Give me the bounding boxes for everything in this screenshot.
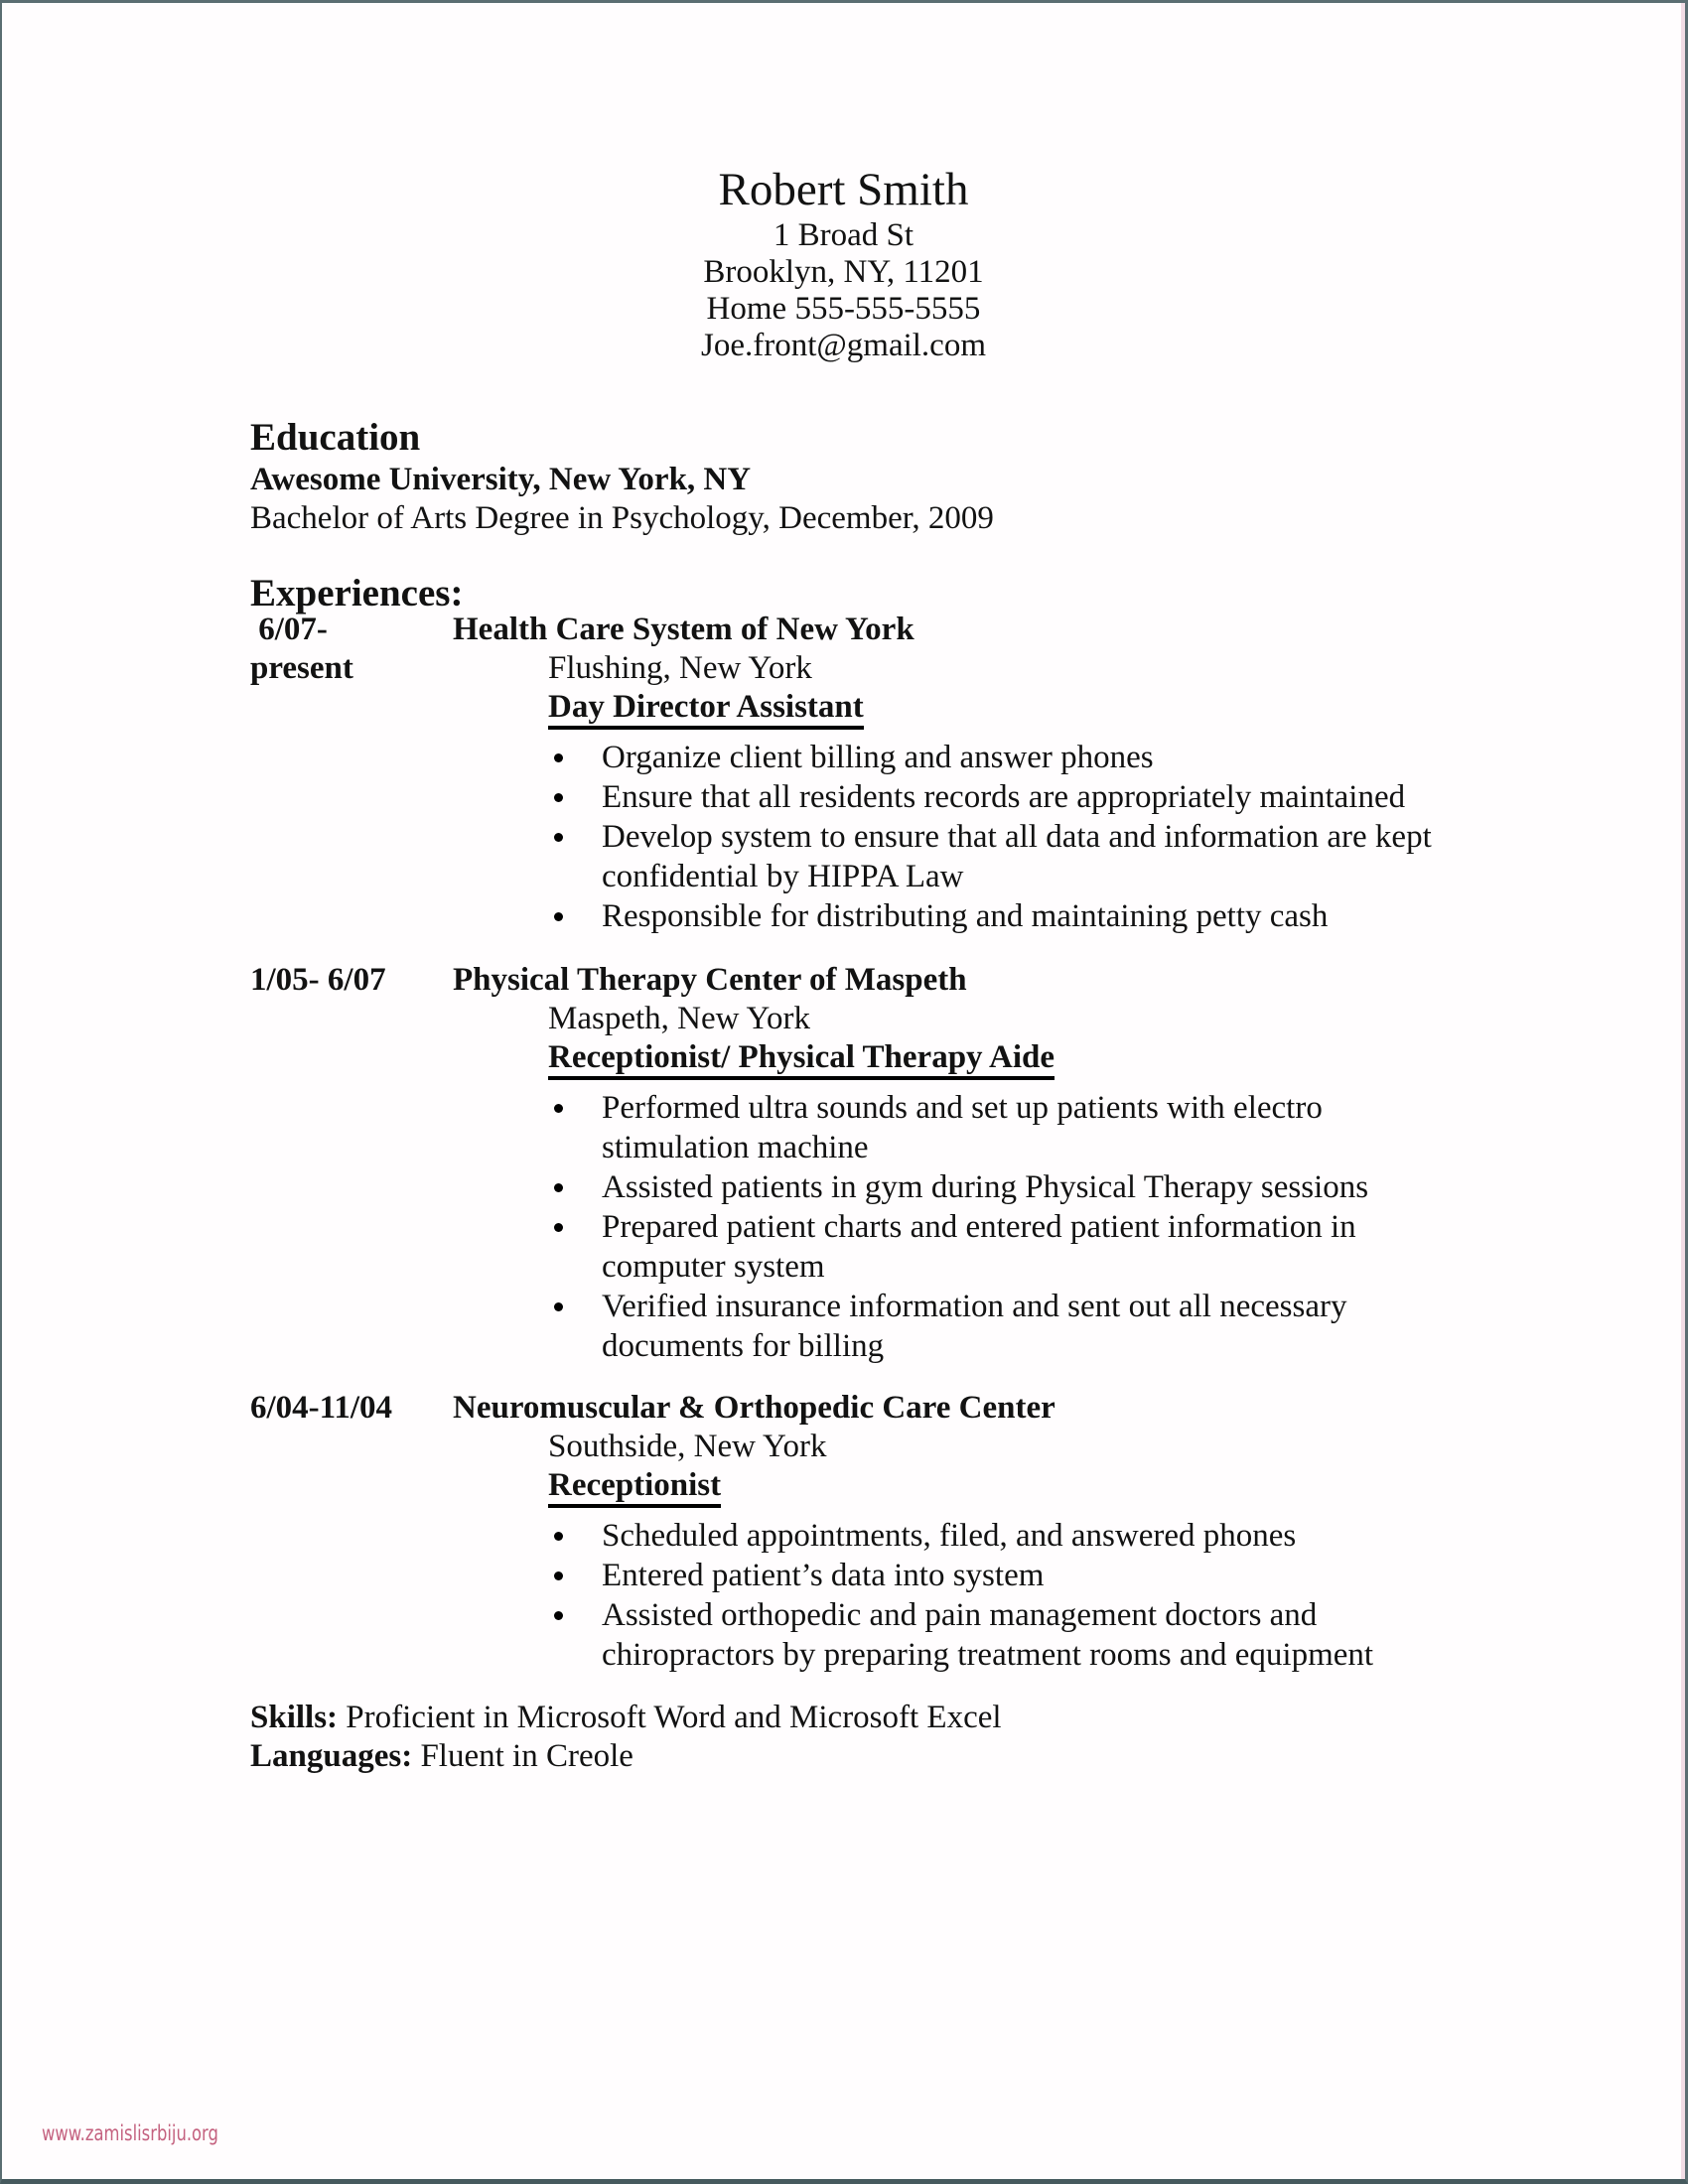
address-street: 1 Broad St [773,217,914,253]
job-location: Flushing, New York [548,650,812,686]
job-bullets [552,1516,1645,1675]
experiences-heading: Experiences: [250,572,464,614]
list-item [552,896,1645,936]
bullet-line: Ensure that all residents records are appropriately maintained [602,779,1406,815]
list-item [552,1516,1645,1556]
skills-section [250,1699,1625,1776]
bullet-line: Develop system to ensure that all data and information are kept [602,819,1432,855]
person-name: Robert Smith [718,164,969,215]
job-dates [250,611,453,936]
bullet-icon [554,1223,563,1232]
bullet-line: Assisted patients in gym during Physical Therapy sessions [602,1169,1369,1205]
bullet-icon [554,833,563,842]
job-dates [250,961,453,1366]
job-date-line: 6/07- [250,612,328,647]
skills-label: Skills: [250,1700,339,1735]
bullet-line: Scheduled appointments, filed, and answered phones [602,1518,1297,1554]
job-title-text: Receptionist/ Physical Therapy Aide [548,1039,1055,1080]
list-item [552,817,1645,896]
bullet-icon [554,1183,563,1192]
job-title [548,1038,1645,1080]
skills-row [250,1699,1625,1737]
bullet-line: documents for billing [602,1328,885,1364]
list-item [552,1207,1645,1287]
skills-text: Proficient in Microsoft Word and Microsoft Excel [346,1700,1002,1735]
bullet-icon [554,1302,563,1311]
job-date-line: present [250,650,353,686]
job-entry [250,961,1645,1366]
job-title-text: Receptionist [548,1467,721,1508]
phone-number: Home 555-555-5555 [706,291,981,327]
bullet-line: stimulation machine [602,1130,869,1165]
bullet-icon [554,1611,563,1620]
list-item [552,1595,1645,1675]
job-location: Maspeth, New York [548,1001,810,1036]
bullet-icon [554,1104,563,1113]
job-bullets [552,1088,1645,1366]
bullet-line: confidential by HIPPA Law [602,859,964,894]
languages-text: Fluent in Creole [420,1738,633,1774]
contact-header [2,162,1685,364]
bullet-icon [554,793,563,802]
bullet-line: computer system [602,1249,825,1285]
bullet-line: Performed ultra sounds and set up patients with electro [602,1090,1323,1126]
list-item [552,1088,1645,1167]
job-entry [250,611,1645,936]
job-bullets [552,738,1645,936]
bullet-line: Assisted orthopedic and pain management doctors and [602,1597,1318,1633]
bullet-line: Responsible for distributing and maintaining petty cash [602,898,1329,934]
list-item [552,1287,1645,1366]
bullet-icon [554,912,563,921]
list-item [552,1556,1645,1595]
job-company: Neuromuscular & Orthopedic Care Center [453,1390,1055,1426]
list-item [552,777,1645,817]
bullet-line: Entered patient’s data into system [602,1558,1045,1593]
bullet-icon [554,1571,563,1580]
bullet-line: Verified insurance information and sent out all necessary [602,1289,1347,1324]
list-item [552,738,1645,777]
job-title [548,1466,1645,1508]
job-date-line: 6/04-11/04 [250,1390,393,1426]
job-company: Physical Therapy Center of Maspeth [453,962,967,998]
education-school: Awesome University, New York, NY [250,462,752,497]
languages-label: Languages: [250,1738,413,1774]
job-date-line: 1/05- 6/07 [250,962,386,998]
bullet-icon [554,1532,563,1541]
job-body [453,1389,1645,1675]
education-degree: Bachelor of Arts Degree in Psychology, December, 2009 [250,500,994,536]
bullet-line: Organize client billing and answer phones [602,740,1154,775]
languages-row [250,1737,1625,1776]
job-title [548,688,1645,730]
job-body [453,961,1645,1366]
job-dates [250,1389,453,1675]
bullet-line: Prepared patient charts and entered patient information in [602,1209,1356,1245]
job-body [453,611,1645,936]
education-heading: Education [250,416,421,459]
job-location: Southside, New York [548,1429,827,1464]
job-company: Health Care System of New York [453,612,914,647]
address-city: Brooklyn, NY, 11201 [703,254,984,290]
watermark: www.zamislisrbiju.org [42,2121,218,2145]
email-address: Joe.front@gmail.com [701,328,986,363]
job-entry [250,1389,1645,1675]
education-section [250,415,1625,538]
list-item [552,1167,1645,1207]
bullet-icon [554,753,563,762]
bullet-line: chiropractors by preparing treatment rooms and equipment [602,1637,1374,1673]
job-title-text: Day Director Assistant [548,689,864,730]
